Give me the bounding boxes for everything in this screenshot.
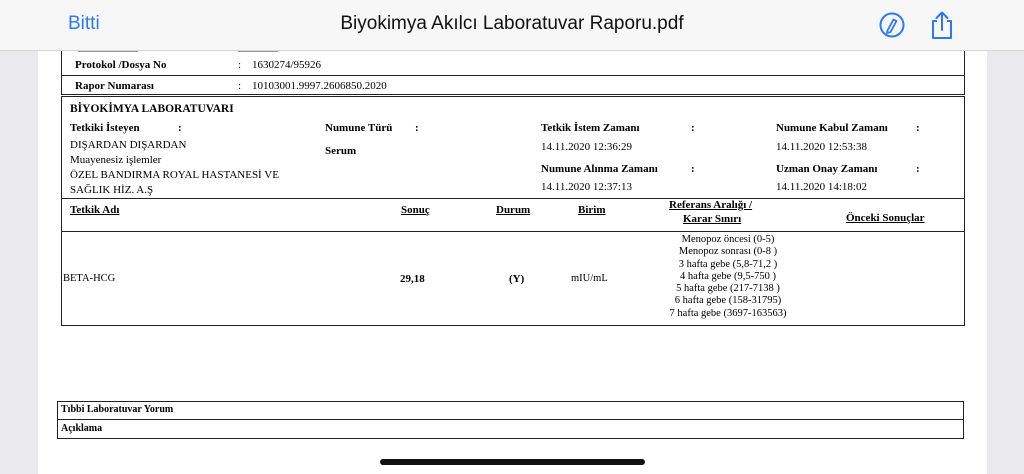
colon: : — [916, 122, 920, 134]
request-time-label: Tetkik İstem Zamanı — [541, 122, 640, 134]
divider — [57, 419, 964, 420]
reference-line: Menopoz sonrası (0-8 ) — [678, 246, 778, 258]
sample-type-value: Serum — [325, 145, 357, 157]
colon: : — [691, 122, 695, 134]
approval-time-label: Uzman Onay Zamanı — [776, 163, 878, 175]
reference-ranges — [638, 234, 818, 320]
navigation-bar — [0, 0, 1024, 51]
col-test-name: Tetkik Adı — [70, 204, 120, 216]
home-indicator — [380, 459, 645, 465]
colon: : — [691, 163, 695, 175]
requester-line-4: SAĞLIK HİZ. A.Ş — [70, 184, 154, 196]
reference-line: Menopoz öncesi (0-5) — [681, 234, 775, 245]
sample-time-label: Numune Alınma Zamanı — [541, 163, 658, 175]
report-number-value: 10103001.9997.2606850.2020 — [252, 80, 387, 92]
done-button[interactable]: Bitti — [68, 13, 100, 34]
request-time-value: 14.11.2020 12:36:29 — [541, 141, 632, 153]
footer-box — [57, 401, 964, 439]
reference-line: 4 hafta gebe (9,5-750 ) — [680, 270, 776, 282]
col-reference-line-2: Karar Sınırı — [683, 213, 742, 225]
reference-line: 6 hafta gebe (158-31795) — [674, 295, 782, 307]
col-result: Sonuç — [401, 204, 430, 216]
reference-line: 5 hafta gebe (217-7138 ) — [676, 283, 780, 295]
document-title: Biyokimya Akılcı Laboratuvar Raporu.pdf — [340, 13, 684, 34]
divider — [61, 198, 965, 199]
colon: : — [238, 59, 242, 71]
lab-comment-label: Tıbbi Laboratuvar Yorum — [61, 404, 174, 415]
col-status: Durum — [496, 204, 531, 216]
colon: : — [178, 122, 182, 134]
colon: : — [916, 163, 920, 175]
colon: : — [238, 80, 242, 92]
col-reference-line-1: Referans Aralığı / — [669, 199, 753, 211]
result-value: 29,18 — [400, 273, 425, 285]
report-number-label: Rapor Numarası — [75, 80, 154, 92]
result-status: (Y) — [509, 273, 525, 285]
accept-time-label: Numune Kabul Zamanı — [776, 122, 888, 134]
requester-label: Tetkiki İsteyen — [70, 122, 140, 134]
requester-line-1: DIŞARDAN DIŞARDAN — [70, 139, 187, 151]
result-unit: mIU/mL — [571, 273, 608, 284]
result-test-name: BETA-HCG — [63, 273, 116, 284]
col-unit: Birim — [578, 204, 606, 216]
share-icon[interactable] — [928, 10, 956, 40]
lab-title: BİYOKİMYA LABORATUVARI — [70, 103, 234, 115]
accept-time-value: 14.11.2020 12:53:38 — [776, 141, 867, 153]
sample-type-label: Numune Türü — [325, 122, 393, 134]
markup-pen-icon[interactable] — [878, 11, 906, 39]
report-header-box — [61, 51, 965, 95]
divider — [61, 231, 965, 232]
protocol-label: Protokol /Dosya No — [75, 59, 167, 71]
requester-line-2: Muayenesiz işlemler — [70, 154, 162, 166]
protocol-value: 1630274/95926 — [252, 59, 322, 71]
divider — [61, 75, 965, 76]
requester-line-3: ÖZEL BANDIRMA ROYAL HASTANESİ VE — [70, 169, 279, 181]
approval-time-value: 14.11.2020 14:18:02 — [776, 181, 867, 193]
reference-line: 3 hafta gebe (5,8-71,2 ) — [678, 258, 778, 270]
pdf-page — [38, 51, 987, 474]
col-previous-results: Önceki Sonuçlar — [846, 212, 925, 224]
colon: : — [415, 122, 419, 134]
note-label: Açıklama — [61, 423, 103, 434]
sample-time-value: 14.11.2020 12:37:13 — [541, 181, 632, 193]
reference-line: 7 hafta gebe (3697-163563) — [669, 307, 787, 319]
